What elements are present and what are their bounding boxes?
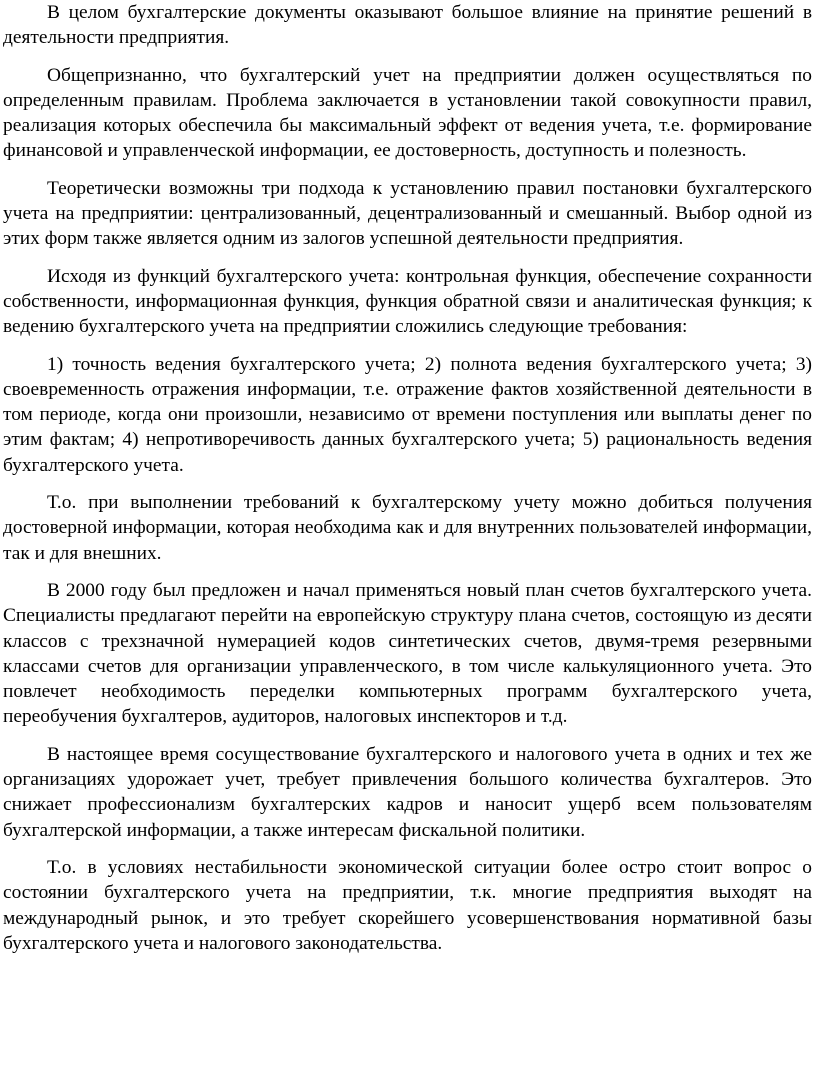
paragraph-9: Т.о. в условиях нестабильности экономической ситуации более остро стоит вопрос о состоянии бухгалтерского учета на предприятии, т.к. многие предприятия выходят на международный рынок, и это требует скорейшего усовершенствования нормативной базы бухгалтерского учета и налогового законодательства. [3,856,812,954]
paragraph-1: В целом бухгалтерские документы оказывают большое влияние на принятие решений в деятельности предприятия. [3,2,812,49]
paragraph-6: Т.о. при выполнении требований к бухгалтерскому учету можно добиться получения достоверной информации, которая необходима как и для внутренних пользователей информации, так и для внешних. [3,492,812,564]
paragraph-7: В 2000 году был предложен и начал применяться новый план счетов бухгалтерского учета. Специалисты предлагают перейти на европейскую структуру плана счетов, состоящую из десяти классов с трехзначной нумерацией кодов синтетических счетов, двумя-тремя резервными классами счетов для организации управленческого, в том числе калькуляционного учета. Это повлечет необходимость переделки компьютерных программ бухгалтерского учета, переобучения бухгалтеров, аудиторов, налоговых инспекторов и т.д. [3,579,812,728]
paragraph-4: Исходя из функций бухгалтерского учета: контрольная функция, обеспечение сохранности собственности, информационная функция, функция обратной связи и аналитическая функция; к ведению бухгалтерского учета на предприятии сложились следующие требования: [3,265,812,338]
paragraph-5: 1) точность ведения бухгалтерского учета; 2) полнота ведения бухгалтерского учета; 3) своевременность отражения информации, т.е. отражение фактов хозяйственной деятельности в том периоде, когда они произошли, независимо от времени поступления или выплаты денег по этим фактам; 4) непротиворечивость данных бухгалтерского учета; 5) рациональность ведения бухгалтерского учета. [3,353,812,476]
paragraph-8: В настоящее время сосуществование бухгалтерского и налогового учета в одних и тех же организациях удорожает учет, требует привлечения большого количества бухгалтеров. Это снижает профессионализм бухгалтерских кадров и наносит ущерб всем пользователям бухгалтерской информации, а также интересам фискальной политики. [3,743,812,841]
paragraph-2: Общепризнанно, что бухгалтерский учет на предприятии должен осуществляться по определенным правилам. Проблема заключается в установлении такой совокупности правил, реализация которых обеспечила бы максимальный эффект от ведения учета, т.е. формирование финансовой и управленческой информации, ее достоверность, доступность и полезность. [3,64,812,162]
paragraph-3: Теоретически возможны три подхода к установлению правил постановки бухгалтерского учета на предприятии: централизованный, децентрализованный и смешанный. Выбор одной из этих форм также является одним из залогов успешной деятельности предприятия. [3,177,812,250]
